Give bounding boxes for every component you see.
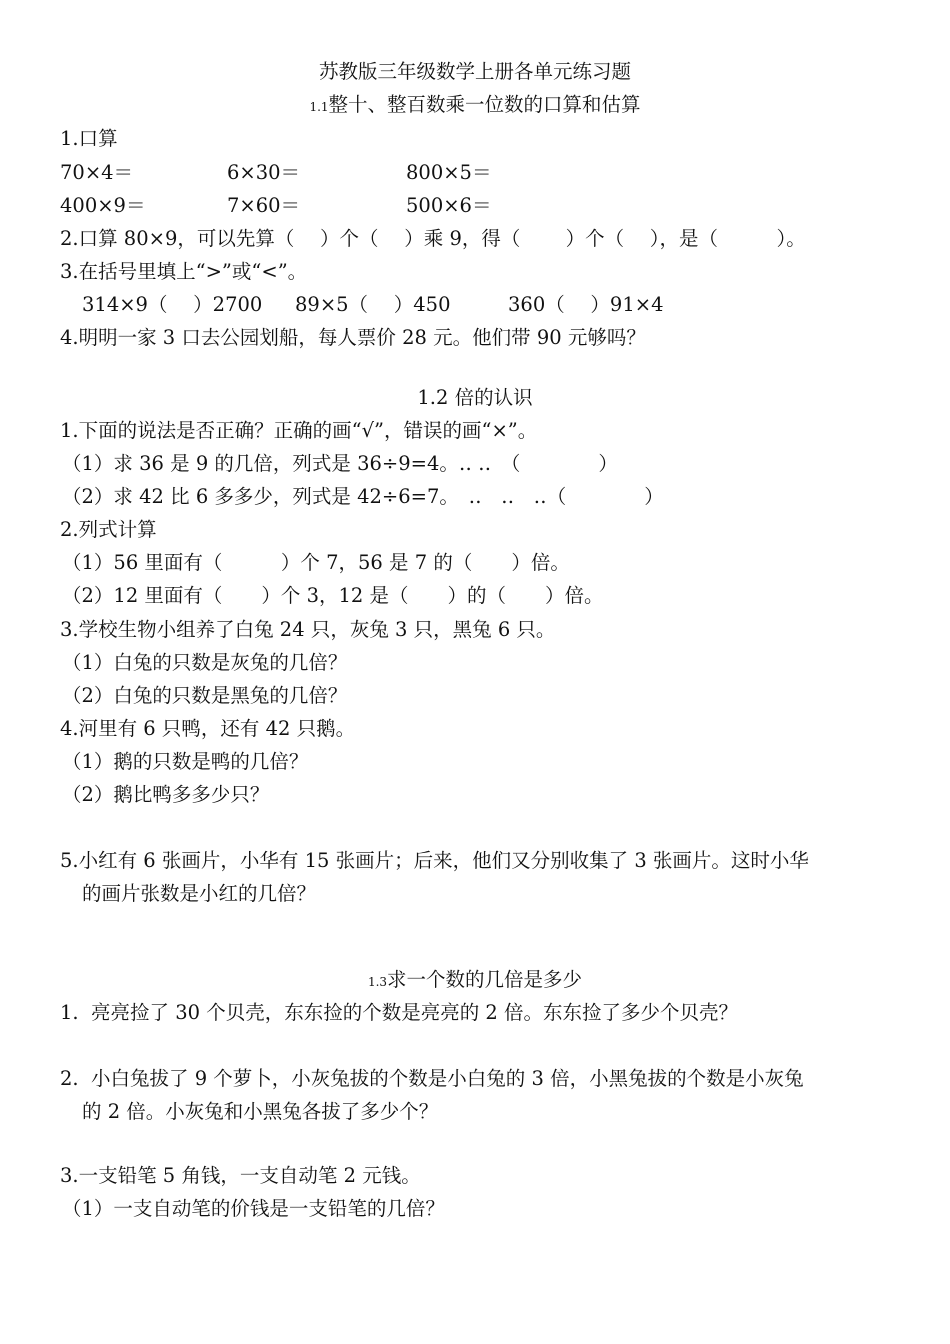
calc-item: 800×5＝ <box>406 161 492 184</box>
sub-question: （1）求 36 是 9 的几倍，列式是 36÷9=4。‥ ‥ （ ） <box>62 452 618 475</box>
section-heading-1-2: 1.2 倍的认识 <box>417 386 533 409</box>
calc-item: 7×60＝ <box>227 194 301 217</box>
sub-question: （2）12 里面有（ ）个 3，12 是（ ）的（ ）倍。 <box>62 584 604 607</box>
sub-question: （2）求 42 比 6 多多少，列式是 42÷6=7。 ‥ ‥ ‥（ ） <box>62 485 664 508</box>
sub-question: （1）56 里面有（ ）个 7，56 是 7 的（ ）倍。 <box>62 551 570 574</box>
section-number: 1.1 <box>309 100 329 114</box>
calc-item: 70×4＝ <box>60 161 134 184</box>
sub-question: （2）白兔的只数是黑兔的几倍？ <box>62 684 348 707</box>
calc-item: 400×9＝ <box>60 194 146 217</box>
question-2: 2.列式计算 <box>60 518 157 541</box>
question-2: 2.口算 80×9，可以先算（ ）个（ ）乘 9，得（ ）个（ ），是（ ）。 <box>60 227 806 250</box>
question-2-continued: 的 2 倍。小灰兔和小黑兔各拔了多少个？ <box>82 1100 439 1123</box>
compare-item: 360（ ）91×4 <box>508 293 664 316</box>
question-3: 3.在括号里填上“>”或“<”。 <box>60 260 308 283</box>
section-title: 整十、整百数乘一位数的口算和估算 <box>328 93 641 116</box>
sub-question: （1）鹅的只数是鸭的几倍？ <box>62 750 309 773</box>
sub-question: （1）白兔的只数是灰兔的几倍？ <box>62 651 348 674</box>
question-1: 1. 亮亮捡了 30 个贝壳，东东捡的个数是亮亮的 2 倍。东东捡了多少个贝壳？ <box>60 1001 739 1024</box>
section-title: 求一个数的几倍是多少 <box>387 968 583 991</box>
question-4: 4.河里有 6 只鸭，还有 42 只鹅。 <box>60 717 356 740</box>
section-heading-1-3 <box>0 967 950 995</box>
compare-item: 89×5（ ）450 <box>295 293 451 316</box>
question-4: 4.明明一家 3 口去公园划船，每人票价 28 元。他们带 90 元够吗？ <box>60 326 646 349</box>
calc-item: 6×30＝ <box>227 161 301 184</box>
question-2: 2. 小白兔拔了 9 个萝卜，小灰兔拔的个数是小白兔的 3 倍，小黑兔拔的个数是小灰兔 <box>60 1067 804 1090</box>
section-number: 1.3 <box>367 975 388 989</box>
question-1: 1.下面的说法是否正确？正确的画“√”，错误的画“×”。 <box>60 419 538 442</box>
section-heading-1-1 <box>0 92 950 120</box>
question-3: 3.学校生物小组养了白兔 24 只，灰兔 3 只，黑兔 6 只。 <box>60 618 556 641</box>
question-3: 3.一支铅笔 5 角钱，一支自动笔 2 元钱。 <box>60 1164 421 1187</box>
question-5: 5.小红有 6 张画片，小华有 15 张画片；后来，他们又分别收集了 3 张画片。这时小华 <box>60 849 809 872</box>
page-title: 苏教版三年级数学上册各单元练习题 <box>318 60 631 83</box>
question-1-label: 1.口算 <box>60 127 118 150</box>
calc-item: 500×6＝ <box>406 194 492 217</box>
question-5-continued: 的画片张数是小红的几倍？ <box>82 882 317 905</box>
compare-item: 314×9（ ）2700 <box>82 293 263 316</box>
sub-question: （2）鹅比鸭多多少只？ <box>62 783 270 806</box>
sub-question: （1）一支自动笔的价钱是一支铅笔的几倍？ <box>62 1197 445 1220</box>
